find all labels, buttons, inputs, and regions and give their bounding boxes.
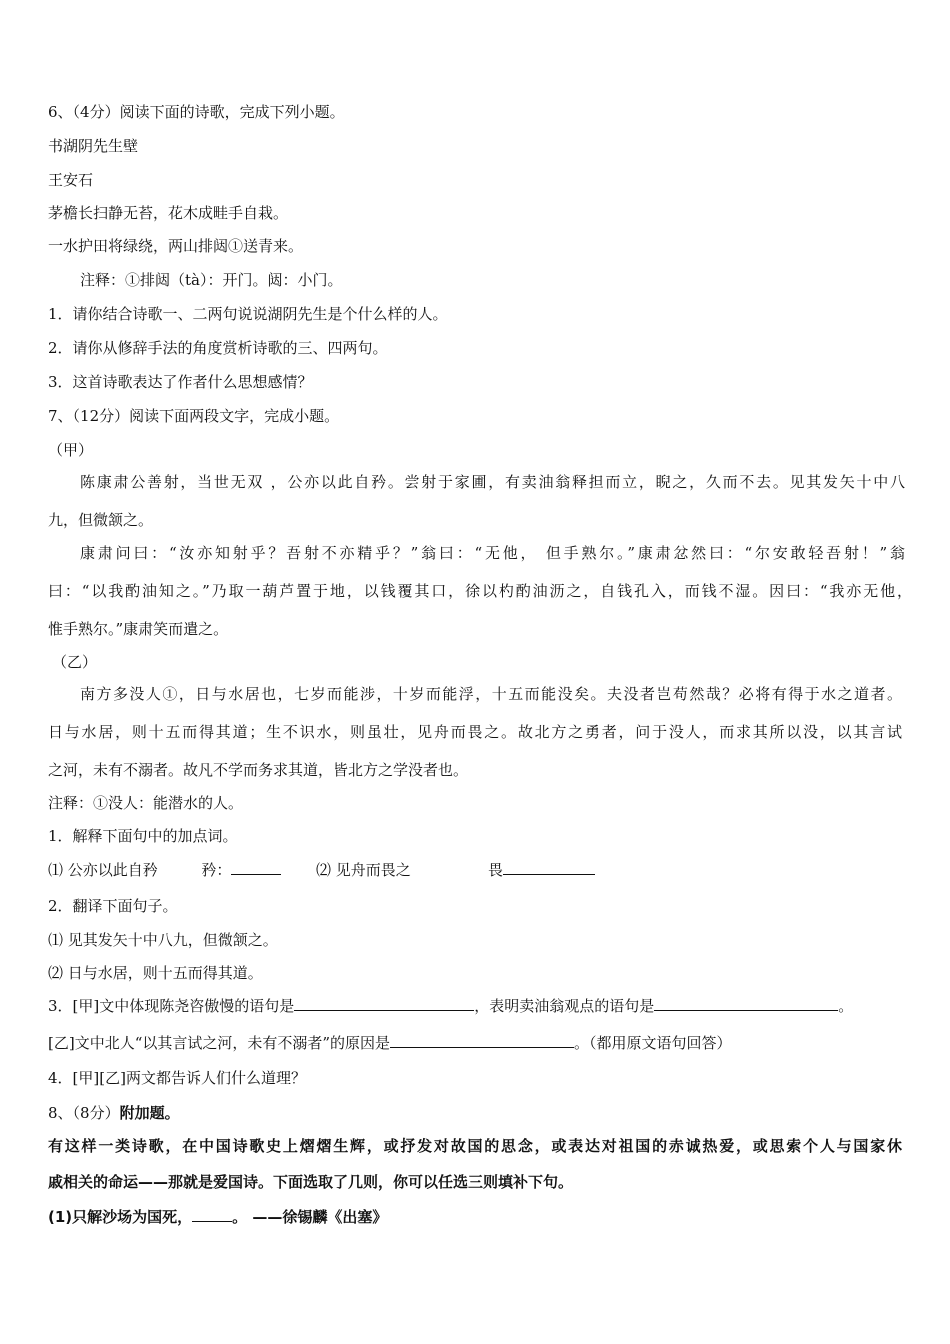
passage-b-line: 日与水居，则十五而得其道；生不识水，则虽壮，见舟而畏之。故北方之勇者，问于没人，而求其所以没，以其言试 <box>48 723 902 741</box>
passage-a-line: 九，但微颔之。 <box>48 511 154 529</box>
answer-blank <box>192 1207 232 1222</box>
q7-sub-1-item-2-answer: 畏 <box>488 860 595 880</box>
answer-blank <box>294 996 474 1011</box>
passage-b-line: 南方多没人①，日与水居也，七岁而能涉，十岁而能浮，十五而能没矣。夫没者岂苟然哉？必将有得于水之道者。 <box>80 685 902 703</box>
q7-sub-2-item-2: ⑵ 日与水居，则十五而得其道。 <box>48 964 263 982</box>
poem-line-1: 茅檐长扫静无苔，花木成畦手自栽。 <box>48 204 289 222</box>
q7-sub-4: 4．[甲][乙]两文都告诉人们什么道理？ <box>48 1069 306 1087</box>
q8-intro-line-2: 戚相关的命运——那就是爱国诗。下面选取了几则，你可以任选三则填补下句。 <box>48 1173 574 1191</box>
q6-question-3: 3．这首诗歌表达了作者什么思想感情？ <box>48 373 313 391</box>
q8-heading: 8、（8分）附加题。 <box>48 1104 180 1122</box>
passage-b-label: （乙） <box>52 653 98 671</box>
q6-question-2: 2．请你从修辞手法的角度赏析诗歌的三、四两句。 <box>48 339 388 357</box>
poem-line-2: 一水护田将绿绕，两山排闼①送青来。 <box>48 237 304 255</box>
q7-sub-3-line-1: 3．[甲]文中体现陈尧咨傲慢的语句是 ，表明卖油翁观点的语句是 。 <box>48 997 854 1015</box>
poem-title: 书湖阴先生壁 <box>48 137 139 155</box>
q7-sub-3-line-2: [乙]文中北人“以其言试之河，未有不溺者”的原因是 。（都用原文语句回答） <box>48 1034 732 1052</box>
poem-note: 注释：①排闼（tà）：开门。闼：小门。 <box>80 271 343 289</box>
poem-author: 王安石 <box>48 171 94 189</box>
passage-a-line: 康肃问曰：“汝亦知射乎？吾射不亦精乎？”翁曰：“无他， 但手熟尔。”康肃忿然曰：“尔安敢轻吾射！”翁 <box>80 544 905 562</box>
passage-b-note: 注释：①没人：能潜水的人。 <box>48 794 244 812</box>
passage-a-line: 陈康肃公善射，当世无双 ，公亦以此自矜。尝射于家圃，有卖油翁释担而立，睨之，久而不去。见其发矢十中八 <box>80 473 905 491</box>
q8-item-1: (1)只解沙场为国死， 。 ——徐锡麟《出塞》 <box>48 1208 388 1226</box>
q7-sub-1-item-2: ⑵ 见舟而畏之 <box>316 861 411 879</box>
passage-b-line: 之河，未有不溺者。故凡不学而务求其道，皆北方之学没者也。 <box>48 761 469 779</box>
q7-sub-2-item-1: ⑴ 见其发矢十中八九，但微颔之。 <box>48 931 278 949</box>
passage-a-line: 惟手熟尔。”康肃笑而遣之。 <box>48 620 229 638</box>
answer-blank <box>231 860 281 875</box>
passage-a-line: 曰：“以我酌油知之。”乃取一葫芦置于地，以钱覆其口，徐以杓酌油沥之，自钱孔入，而钱不湿。因曰：“我亦无他， <box>48 582 912 600</box>
q6-heading: 6、（4分）阅读下面的诗歌，完成下列小题。 <box>48 103 345 121</box>
answer-blank <box>654 996 838 1011</box>
q7-heading: 7、（12分）阅读下面两段文字，完成小题。 <box>48 407 340 425</box>
q7-sub-2: 2．翻译下面句子。 <box>48 897 178 915</box>
q7-sub-1-item-1: ⑴ 公亦以此自矜 矜： <box>48 860 281 880</box>
answer-blank <box>503 860 595 875</box>
q7-sub-1: 1．解释下面句中的加点词。 <box>48 827 238 845</box>
q6-question-1: 1．请你结合诗歌一、二两句说说湖阴先生是个什么样的人。 <box>48 305 448 323</box>
answer-blank <box>390 1033 574 1048</box>
q8-intro-line-1: 有这样一类诗歌，在中国诗歌史上熠熠生辉，或抒发对故国的思念，或表达对祖国的赤诚热爱，或思索个人与国家休 <box>48 1137 902 1155</box>
passage-a-label: （甲） <box>48 441 94 459</box>
